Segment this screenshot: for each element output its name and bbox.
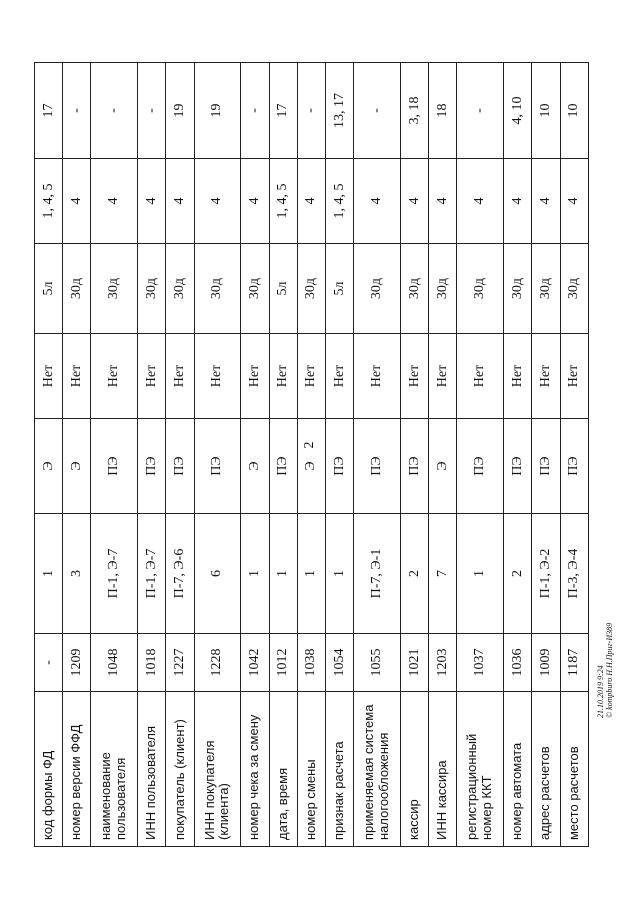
note-cell: 19 <box>194 63 241 159</box>
storage-cell: 30д <box>560 244 588 334</box>
storage-cell: 30д <box>400 244 428 334</box>
reference-cell: П-3, Э-4 <box>560 514 588 634</box>
type-cell: Э <box>241 419 269 514</box>
ffd-cell: 1, 4, 5 <box>326 159 354 244</box>
ffd-cell: 4 <box>166 159 194 244</box>
note-cell: 17 <box>269 63 297 159</box>
table-row <box>504 63 532 847</box>
type-cell: ПЭ <box>354 419 401 514</box>
reference-cell: 1 <box>457 514 504 634</box>
note-cell: - <box>354 63 401 159</box>
requisite-name-cell: место расчетов <box>560 692 588 847</box>
type-cell: ПЭ <box>400 419 428 514</box>
note-cell: 19 <box>166 63 194 159</box>
reference-cell: 7 <box>429 514 457 634</box>
type-cell: ПЭ <box>166 419 194 514</box>
table-row <box>194 63 241 847</box>
footer-date: 21.10.2019 9:24 <box>596 665 605 718</box>
tag-code-cell: 1042 <box>241 634 269 692</box>
reference-cell: 1 <box>35 514 63 634</box>
requisite-name-cell: ИНН покупателя (клиента) <box>194 692 241 847</box>
tag-code-cell: 1038 <box>297 634 325 692</box>
ffd-cell: 4 <box>429 159 457 244</box>
required-cell: Нет <box>35 334 63 419</box>
requisite-name-cell: номер версии ФФД <box>63 692 91 847</box>
required-cell: Нет <box>297 334 325 419</box>
tag-code-cell: 1055 <box>354 634 401 692</box>
note-cell: - <box>63 63 91 159</box>
tag-code-cell: 1048 <box>91 634 138 692</box>
type-cell: ПЭ <box>194 419 241 514</box>
note-cell: 3, 18 <box>400 63 428 159</box>
table-row <box>560 63 588 847</box>
tag-code-cell: 1054 <box>326 634 354 692</box>
note-cell: 10 <box>532 63 560 159</box>
reference-cell: 1 <box>297 514 325 634</box>
ffd-cell: 4 <box>504 159 532 244</box>
table-row <box>429 63 457 847</box>
table-row <box>400 63 428 847</box>
ffd-cell: 4 <box>138 159 166 244</box>
requisite-name-cell: дата, время <box>269 692 297 847</box>
reference-cell: П-7, Э-1 <box>354 514 401 634</box>
requisite-name-cell: регистрационный номер ККТ <box>457 692 504 847</box>
storage-cell: 30д <box>297 244 325 334</box>
type-cell: Э <box>63 419 91 514</box>
requisite-name-cell: применяемая система налогообложения <box>354 692 401 847</box>
tag-code-cell: 1228 <box>194 634 241 692</box>
tag-code-cell: 1037 <box>457 634 504 692</box>
required-cell: Нет <box>138 334 166 419</box>
requisite-name-cell: ИНН пользователя <box>138 692 166 847</box>
tag-code-cell: 1209 <box>63 634 91 692</box>
note-cell: - <box>297 63 325 159</box>
requisite-name-cell: ИНН кассира <box>429 692 457 847</box>
type-cell: Э <box>429 419 457 514</box>
type-cell: ПЭ <box>91 419 138 514</box>
table-body <box>35 63 589 847</box>
reference-cell: П-1, Э-7 <box>138 514 166 634</box>
reference-cell: П-7, Э-6 <box>166 514 194 634</box>
type-cell: ПЭ <box>138 419 166 514</box>
required-cell: Нет <box>504 334 532 419</box>
ffd-cell: 4 <box>354 159 401 244</box>
reference-cell: 2 <box>504 514 532 634</box>
requisite-name-cell: наименование пользователя <box>91 692 138 847</box>
requisite-name-cell: покупатель (клиент) <box>166 692 194 847</box>
storage-cell: 5л <box>269 244 297 334</box>
page-number: 2 <box>302 441 317 449</box>
ffd-cell: 4 <box>457 159 504 244</box>
table-row <box>91 63 138 847</box>
ffd-cell: 4 <box>532 159 560 244</box>
requisite-name-cell: код формы ФД <box>35 692 63 847</box>
note-cell: 4, 10 <box>504 63 532 159</box>
required-cell: Нет <box>326 334 354 419</box>
type-cell: ПЭ <box>326 419 354 514</box>
note-cell: - <box>91 63 138 159</box>
required-cell: Нет <box>429 334 457 419</box>
note-cell: - <box>457 63 504 159</box>
tag-code-cell: 1021 <box>400 634 428 692</box>
reference-cell: 6 <box>194 514 241 634</box>
table-row <box>269 63 297 847</box>
storage-cell: 30д <box>194 244 241 334</box>
reference-cell: П-1, Э-7 <box>91 514 138 634</box>
table-row <box>166 63 194 847</box>
table-row <box>354 63 401 847</box>
storage-cell: 30д <box>457 244 504 334</box>
type-cell: ПЭ <box>457 419 504 514</box>
requisites-table-wrapper <box>34 63 589 847</box>
tag-code-cell: 1009 <box>532 634 560 692</box>
tag-code-cell: - <box>35 634 63 692</box>
note-cell: - <box>138 63 166 159</box>
requisite-name-cell: номер смены <box>297 692 325 847</box>
ffd-cell: 4 <box>194 159 241 244</box>
tag-code-cell: 1227 <box>166 634 194 692</box>
table-row <box>297 63 325 847</box>
tag-code-cell: 1036 <box>504 634 532 692</box>
table-row <box>457 63 504 847</box>
note-cell: 10 <box>560 63 588 159</box>
required-cell: Нет <box>63 334 91 419</box>
table-row <box>241 63 269 847</box>
note-cell: 18 <box>429 63 457 159</box>
requisites-table-rotated <box>34 63 589 847</box>
type-cell: ПЭ <box>532 419 560 514</box>
tag-code-cell: 1187 <box>560 634 588 692</box>
ffd-cell: 4 <box>241 159 269 244</box>
ffd-cell: 4 <box>63 159 91 244</box>
required-cell: Нет <box>560 334 588 419</box>
ffd-cell: 1, 4, 5 <box>269 159 297 244</box>
type-cell: ПЭ <box>504 419 532 514</box>
note-cell: 13, 17 <box>326 63 354 159</box>
ffd-cell: 4 <box>400 159 428 244</box>
storage-cell: 30д <box>354 244 401 334</box>
storage-cell: 5л <box>326 244 354 334</box>
reference-cell: 1 <box>269 514 297 634</box>
requisite-name-cell: номер автомата <box>504 692 532 847</box>
required-cell: Нет <box>269 334 297 419</box>
tag-code-cell: 1018 <box>138 634 166 692</box>
requisite-name-cell: кассир <box>400 692 428 847</box>
table-row <box>532 63 560 847</box>
requisite-name-cell: номер чека за смену <box>241 692 269 847</box>
reference-cell: 3 <box>63 514 91 634</box>
storage-cell: 30д <box>504 244 532 334</box>
table-row <box>138 63 166 847</box>
table-row <box>35 63 63 847</box>
reference-cell: 1 <box>326 514 354 634</box>
storage-cell: 30д <box>63 244 91 334</box>
required-cell: Нет <box>532 334 560 419</box>
tag-code-cell: 1012 <box>269 634 297 692</box>
requisite-name-cell: адрес расчетов <box>532 692 560 847</box>
storage-cell: 5л <box>35 244 63 334</box>
type-cell: Э <box>35 419 63 514</box>
required-cell: Нет <box>400 334 428 419</box>
storage-cell: 30д <box>166 244 194 334</box>
note-cell: - <box>241 63 269 159</box>
required-cell: Нет <box>241 334 269 419</box>
footer-source: © kompburo Н.Н.Приг-И389 <box>605 622 615 718</box>
storage-cell: 30д <box>241 244 269 334</box>
ffd-cell: 4 <box>91 159 138 244</box>
storage-cell: 30д <box>138 244 166 334</box>
reference-cell: П-1, Э-2 <box>532 514 560 634</box>
storage-cell: 30д <box>91 244 138 334</box>
note-cell: 17 <box>35 63 63 159</box>
storage-cell: 30д <box>532 244 560 334</box>
type-cell: Э <box>297 419 325 514</box>
required-cell: Нет <box>457 334 504 419</box>
required-cell: Нет <box>354 334 401 419</box>
type-cell: ПЭ <box>269 419 297 514</box>
reference-cell: 1 <box>241 514 269 634</box>
ffd-cell: 1, 4, 5 <box>35 159 63 244</box>
document-footer <box>596 578 626 718</box>
reference-cell: 2 <box>400 514 428 634</box>
table-row <box>326 63 354 847</box>
required-cell: Нет <box>194 334 241 419</box>
ffd-cell: 4 <box>560 159 588 244</box>
required-cell: Нет <box>166 334 194 419</box>
ffd-cell: 4 <box>297 159 325 244</box>
storage-cell: 30д <box>429 244 457 334</box>
requisites-table <box>34 62 589 847</box>
required-cell: Нет <box>91 334 138 419</box>
requisite-name-cell: признак расчета <box>326 692 354 847</box>
table-row <box>63 63 91 847</box>
tag-code-cell: 1203 <box>429 634 457 692</box>
type-cell: ПЭ <box>560 419 588 514</box>
